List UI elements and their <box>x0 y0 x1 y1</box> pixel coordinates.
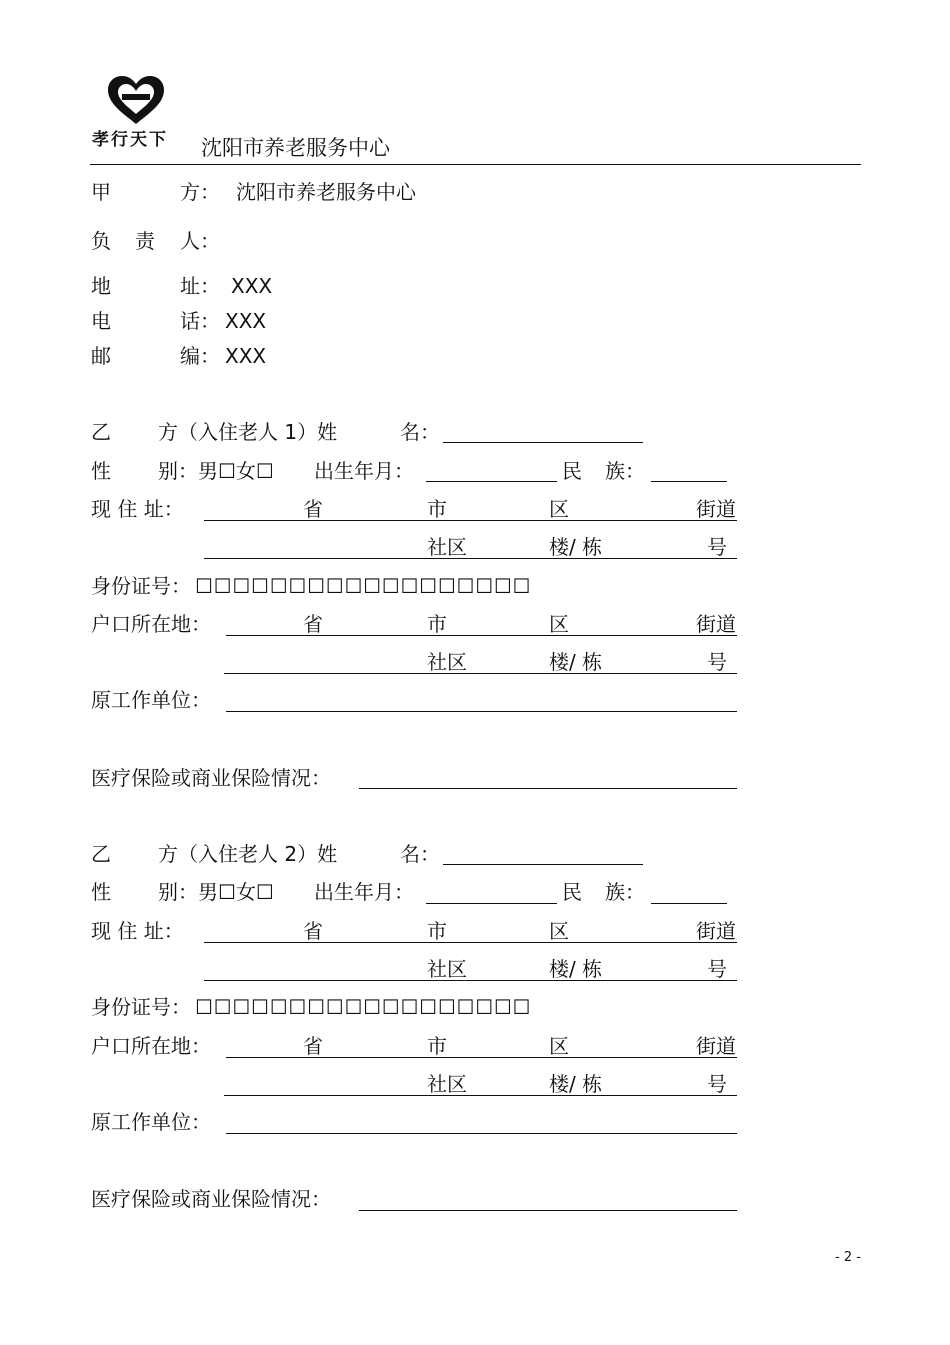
ethnicity-label-a: 民 <box>562 459 582 483</box>
ethnicity-field[interactable] <box>651 903 727 904</box>
ethnicity-label-b: 族： <box>605 459 645 483</box>
postcode-label-c1: 邮 <box>91 344 111 368</box>
hukou-community-label: 社区 <box>427 650 467 674</box>
province-label: 省 <box>303 497 323 521</box>
district-label: 区 <box>549 497 569 521</box>
hukou-line2-field[interactable] <box>224 1095 737 1096</box>
gender-checkboxes[interactable]: 别：男☐女☐ <box>158 459 274 483</box>
hukou-building-label: 楼/ 栋 <box>549 1072 603 1096</box>
hukou-city-label: 市 <box>427 612 447 636</box>
header-rule <box>90 164 861 165</box>
work-unit-field[interactable] <box>226 711 737 712</box>
address-label-c1: 地 <box>91 274 111 298</box>
city-label: 市 <box>427 497 447 521</box>
current-address-line2-field[interactable] <box>204 980 737 981</box>
birth-field[interactable] <box>426 481 557 482</box>
hukou-label: 户口所在地： <box>91 612 211 636</box>
work-unit-field[interactable] <box>226 1133 737 1134</box>
id-number-boxes[interactable]: ☐☐☐☐☐☐☐☐☐☐☐☐☐☐☐☐☐☐ <box>195 995 532 1019</box>
hukou-number-label: 号 <box>707 650 727 674</box>
heart-logo-icon <box>104 74 168 126</box>
community-label: 社区 <box>427 957 467 981</box>
person-in-charge-label-c1: 负 <box>91 229 111 253</box>
phone-value: XXX <box>225 309 267 333</box>
id-number-label: 身份证号： <box>91 574 191 598</box>
ethnicity-label-b: 族： <box>605 880 645 904</box>
hukou-district-label: 区 <box>549 612 569 636</box>
id-number-label: 身份证号： <box>91 995 191 1019</box>
party-a-label-c2: 方： <box>180 180 220 204</box>
ethnicity-label-a: 民 <box>562 880 582 904</box>
street-label: 街道 <box>696 497 736 521</box>
building-label: 楼/ 栋 <box>549 957 603 981</box>
address-value: XXX <box>231 274 273 298</box>
insurance-field[interactable] <box>359 788 737 789</box>
district-label: 区 <box>549 919 569 943</box>
number-label: 号 <box>707 957 727 981</box>
hukou-city-label: 市 <box>427 1034 447 1058</box>
hukou-line1-field[interactable] <box>226 635 737 636</box>
ethnicity-field[interactable] <box>651 481 727 482</box>
party-b-label-c: 名： <box>400 842 440 866</box>
current-address-label: 现 住 址： <box>91 497 184 521</box>
insurance-field[interactable] <box>359 1210 737 1211</box>
birth-label: 出生年月： <box>314 880 414 904</box>
hukou-province-label: 省 <box>303 1034 323 1058</box>
phone-label-c1: 电 <box>91 309 111 333</box>
elder-name-field[interactable] <box>443 442 643 443</box>
current-address-label: 现 住 址： <box>91 919 184 943</box>
province-label: 省 <box>303 919 323 943</box>
person-in-charge-label-c3: 人： <box>180 229 220 253</box>
elder-name-field[interactable] <box>443 864 643 865</box>
party-b-label-b: 方（入住老人 2）姓 <box>158 842 338 866</box>
current-address-line1-field[interactable] <box>204 942 737 943</box>
city-label: 市 <box>427 919 447 943</box>
hukou-province-label: 省 <box>303 612 323 636</box>
postcode-label-c2: 编： <box>180 344 220 368</box>
birth-label: 出生年月： <box>314 459 414 483</box>
gender-label-a: 性 <box>91 459 111 483</box>
hukou-street-label: 街道 <box>696 1034 736 1058</box>
birth-field[interactable] <box>426 903 557 904</box>
gender-label-a: 性 <box>91 880 111 904</box>
current-address-line2-field[interactable] <box>204 558 737 559</box>
number-label: 号 <box>707 535 727 559</box>
postcode-value: XXX <box>225 344 267 368</box>
building-label: 楼/ 栋 <box>549 535 603 559</box>
hukou-street-label: 街道 <box>696 612 736 636</box>
party-b-label-b: 方（入住老人 1）姓 <box>158 420 338 444</box>
header-org-name: 沈阳市养老服务中心 <box>201 136 390 160</box>
party-a-name-value: 沈阳市养老服务中心 <box>236 180 416 204</box>
hukou-line1-field[interactable] <box>226 1057 737 1058</box>
page-number: - 2 - <box>835 1250 861 1265</box>
address-label-c2: 址： <box>180 274 220 298</box>
insurance-label: 医疗保险或商业保险情况： <box>91 1187 331 1211</box>
street-label: 街道 <box>696 919 736 943</box>
insurance-label: 医疗保险或商业保险情况： <box>91 766 331 790</box>
hukou-community-label: 社区 <box>427 1072 467 1096</box>
party-b-label-a: 乙 <box>91 420 111 444</box>
current-address-line1-field[interactable] <box>204 520 737 521</box>
party-a-label-c1: 甲 <box>91 180 111 204</box>
hukou-district-label: 区 <box>549 1034 569 1058</box>
person-in-charge-label-c2: 责 <box>135 229 155 253</box>
community-label: 社区 <box>427 535 467 559</box>
logo-text: 孝行天下 <box>92 130 168 150</box>
phone-label-c2: 话： <box>180 309 220 333</box>
hukou-number-label: 号 <box>707 1072 727 1096</box>
gender-checkboxes[interactable]: 别：男☐女☐ <box>158 880 274 904</box>
work-unit-label: 原工作单位： <box>91 688 211 712</box>
party-b-label-c: 名： <box>400 420 440 444</box>
hukou-line2-field[interactable] <box>224 673 737 674</box>
work-unit-label: 原工作单位： <box>91 1110 211 1134</box>
id-number-boxes[interactable]: ☐☐☐☐☐☐☐☐☐☐☐☐☐☐☐☐☐☐ <box>195 574 532 598</box>
hukou-label: 户口所在地： <box>91 1034 211 1058</box>
party-b-label-a: 乙 <box>91 842 111 866</box>
hukou-building-label: 楼/ 栋 <box>549 650 603 674</box>
